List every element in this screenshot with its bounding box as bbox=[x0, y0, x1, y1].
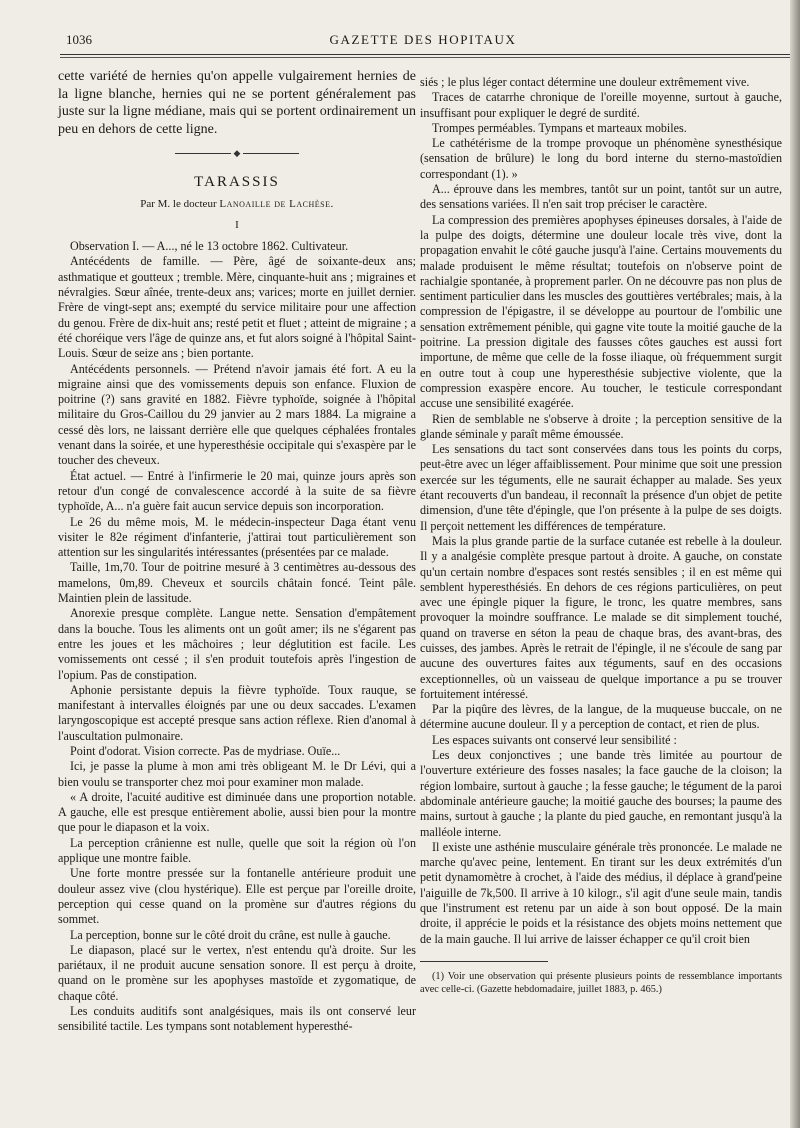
footnote-rule bbox=[420, 961, 548, 962]
paragraph: Le diapason, placé sur le vertex, n'est entendu qu'à droite. Sur les pariétaux, il ne produit aucune sensation sonore. Il est perçu à droite, quand on le promène sur les apophyses mastoïde et zygomatique, de chaque côté. bbox=[58, 942, 416, 1003]
paragraph: A... éprouve dans les membres, tantôt sur un point, tantôt sur un autre, des sensations variées. Il n'en sait trop préciser le caractère. bbox=[420, 182, 782, 212]
page-number: 1036 bbox=[66, 32, 92, 47]
byline-prefix: Par M. le docteur bbox=[140, 197, 217, 210]
left-column bbox=[58, 68, 416, 1035]
lead-paragraph: cette variété de hernies qu'on appelle vulgairement hernies de la ligne blanche, hernies qui ne se portent généralement pas juste sur la ligne médiane, mais qui se portent ordinairement un peu en dehors de cette ligne. bbox=[58, 69, 416, 137]
paragraph: Mais la plus grande partie de la surface cutanée est rebelle à la douleur. Il y a analgésie complète presque partout à droite. A gauche, on constate qu'un certain nombre d'espaces sont restés sensibles ; il en est même qui semblent hyperesthésiés. En dehors de ces régions particulières, on peut avec une épingle piquer la figure, le tronc, les quatre membres, sans provoquer la moindre souffrance. Le malade se dit simplement touché, quand on traverse en séton la peau de chaque bras, des avant-bras, des cuisses, des jambes. Après le retrait de l'épingle, il ne s'écoule de sang par aucune des ouvertures faites aux téguments, sauf en des occasions exceptionnelles, où un vaisseau de quelque importance a pu se trouver fortuitement intéressé. bbox=[420, 533, 782, 701]
paragraph: Les deux conjonctives ; une bande très limitée au pourtour de l'ouverture extérieure des fosses nasales; la face gauche de la cloison; la région lombaire, surtout à gauche ; la fesse gauche; le tégument de la paroi abdominale antérieure gauche; la moitié gauche des bourses; la paume des mains, surtout à gauche ; la plante du pied gauche, en remontant jusqu'à la malléole interne. bbox=[420, 748, 783, 839]
paragraph: La perception, bonne sur le côté droit du crâne, est nulle à gauche. bbox=[70, 927, 391, 942]
page-header bbox=[52, 28, 794, 52]
paragraph: Anorexie presque complète. Langue nette. Sensation d'empâtement dans la bouche. Tous les aliments ont un goût amer; ils ne s'égarent pas entre les joues et les mâchoires ; leur déglutition est facile. Les vomissements ont cessé ; il s'en produit toutefois après l'ingestion de l'opium. Pas de constipation. bbox=[58, 606, 416, 682]
paragraph: « A droite, l'acuité auditive est diminuée dans une proportion notable. A gauche, elle est presque entièrement abolie, aussi bien pour la montre que pour le diapason et la voix. bbox=[58, 789, 416, 835]
byline bbox=[58, 197, 416, 212]
paragraph: État actuel. — Entré à l'infirmerie le 20 mai, quinze jours après son retour d'un congé de convalescence accordé à la suite de sa fièvre typhoïde, A... n'a guère fait aucun service depuis son incorporation. bbox=[58, 468, 416, 514]
paragraph: La compression des premières apophyses épineuses dorsales, à l'aide de la pulpe des doigts, détermine une douleur locale très vive, dont la propagation envahit le côté gauche jusqu'à l'aine. Certains mouvements du malade produisent le même résultat; toutefois on n'observe point de rachialgie spontanée, à proprement parler. On ne découvre pas non plus de sentiment particulier dans les muscles des gouttières vertébrales; mais, à la compression de l'épigastre, il se développe au pourtour de l'ombilic une sensation extrêmement pénible, qui gagne vite toute la moitié gauche de la poitrine. La pression digitale des fausses côtes gauches est aussi fort importune, de même que celle de la fosse iliaque, où fréquemment surgit en outre tout à coup une hyperesthésie subjective violente, que la compression exaspère encore. Au toucher, le testicule correspondant accuse une sensibilité exagérée. bbox=[420, 212, 782, 411]
paragraph: Antécédents personnels. — Prétend n'avoir jamais été fort. A eu la migraine ainsi que des vomissements depuis son enfance. Fluxion de poitrine (?) sans gravité en 1882. Fièvre typhoïde, soignée à l'hôpital militaire du Gros-Caillou du 29 janvier au 2 mars 1884. La migraine a cessé dès lors, ne laissant derrière elle que quelques céphalées frontales venant dans la soirée, et une hyperesthésie occipitale qui s'exaspère par le toucher des cheveux. bbox=[58, 361, 416, 468]
header-rule bbox=[60, 54, 794, 55]
binding-edge bbox=[790, 0, 800, 1128]
paragraph: Par la piqûre des lèvres, de la langue, de la muqueuse buccale, on ne détermine aucune douleur. Il y a perception de contact, et rien de plus. bbox=[420, 702, 782, 732]
paragraph: Point d'odorat. Vision correcte. Pas de mydriase. Ouïe... bbox=[70, 743, 341, 758]
paragraph: Antécédents de famille. — Père, âgé de soixante-deux ans; asthmatique et goutteux ; tremble. Mère, cinquante-huit ans ; migraines et névralgies. Sœur aînée, trente-deux ans; varices; morte en juillet dernier. Frère de vingt-sept ans; exempté du service militaire pour une affection du genou. Frère de dix-huit ans; resté petit et fluet ; atteint de migraine ; a été choréique vers l'âge de quinze ans, et fut alors soigné à l'hôpital Saint-Louis. Sœur de seize ans ; bien portante. bbox=[58, 254, 416, 361]
right-column bbox=[420, 75, 782, 996]
paragraph: Une forte montre pressée sur la fontanelle antérieure produit une douleur assez vive (clou hystérique). Elle est perçue par l'oreille droite, perception qui cesse quand on la promène sur d'autres régions du sommet. bbox=[58, 866, 416, 927]
paragraph: Rien de semblable ne s'observe à droite ; la perception sensitive de la glande séminale y paraît même émoussée. bbox=[420, 411, 782, 441]
paragraph: La perception crânienne est nulle, quelle que soit la région où l'on applique une montre faible. bbox=[58, 835, 416, 866]
paragraph: Les conduits auditifs sont analgésiques, mais ils ont conservé leur sensibilité tactile. Les tympans sont notablement hyperesthé- bbox=[58, 1004, 416, 1034]
section-ornament: ◆ bbox=[58, 146, 416, 161]
paragraph: Le cathétérisme de la trompe provoque un phénomène synesthésique (sensation de brûlure) le long du bord interne du sterno-mastoïdien correspondant (1). » bbox=[420, 136, 782, 181]
paragraph: Les sensations du tact sont conservées dans tous les points du corps, peut-être avec un léger affaiblissement. Pour minime que soit une pression exercée sur les téguments, elle ne saurait échapper au malade. Ses yeux étant recouverts d'un bandeau, il reconnaît la présence d'un objet de petite dimension, d'une tête d'épingle, que l'on présente à la pulpe de ses doigts. Il perçoit nettement les différences de température. bbox=[420, 442, 782, 533]
paragraph: Le 26 du même mois, M. le médecin-inspecteur Daga étant venu visiter le 82e régiment d'infanterie, j'attirai tout particulièrement son attention sur les singularités intéressantes (présentées par ce malade. bbox=[58, 514, 416, 560]
paragraph: Les espaces suivants ont conservé leur sensibilité : bbox=[432, 732, 677, 747]
paragraph: siés ; le plus léger contact détermine une douleur extrêmement vive. bbox=[420, 75, 750, 89]
article-title: TARASSIS bbox=[194, 174, 280, 191]
header-rule-thin bbox=[60, 57, 794, 58]
byline-author: Lanoaille de Lachèse. bbox=[219, 197, 334, 210]
paragraph: Aphonie persistante depuis la fièvre typhoïde. Toux rauque, se manifestant à intervalles éloignés par une ou deux saccades. L'examen laryngoscopique est accepté presque sans action réflexe. Rien d'anomal à l'auscultation pulmonaire. bbox=[58, 682, 416, 743]
paragraph: Trompes perméables. Tympans et marteaux mobiles. bbox=[432, 120, 687, 135]
paragraph: Ici, je passe la plume à mon ami très obligeant M. le Dr Lévi, qui a bien voulu se transporter chez moi pour examiner mon malade. bbox=[58, 759, 416, 789]
paragraph: Taille, 1m,70. Tour de poitrine mesuré à 3 centimètres au-dessous des mamelons, 0m,89. Cheveux et sourcils châtain foncé. Teint pâle. Maintien plein de lassitude. bbox=[58, 560, 416, 606]
paragraph: Observation I. — A..., né le 13 octobre 1862. Cultivateur. bbox=[70, 239, 349, 254]
paragraph: Traces de catarrhe chronique de l'oreille moyenne, surtout à gauche, insuffisant pour expliquer le degré de surdité. bbox=[420, 90, 782, 120]
section-number: I bbox=[235, 218, 239, 231]
paragraph: Il existe une asthénie musculaire générale très prononcée. Le malade ne marche qu'avec peine, lentement. En tirant sur les deux extrémités d'un petit dynamomètre à crochet, à l'aide des médius, il déplace à grand'peine l'aiguille de 7k,500. Il arrive à 10 kilogr., s'il agit d'une seule main, tandis que l'instrument est retenu par un aide à son bout opposé. De la main droite, il apprécie le poids et la résistance des objets moins nettement que de la main gauche. Il lui arrive de laisser échapper ce qu'il croit bien bbox=[420, 839, 782, 946]
running-title: GAZETTE DES HOPITAUX bbox=[329, 32, 517, 47]
footnote: (1) Voir une observation qui présente plusieurs points de ressemblance importants avec celle-ci. (Gazette hebdomadaire, juillet 1883, p. 465.) bbox=[420, 970, 782, 995]
